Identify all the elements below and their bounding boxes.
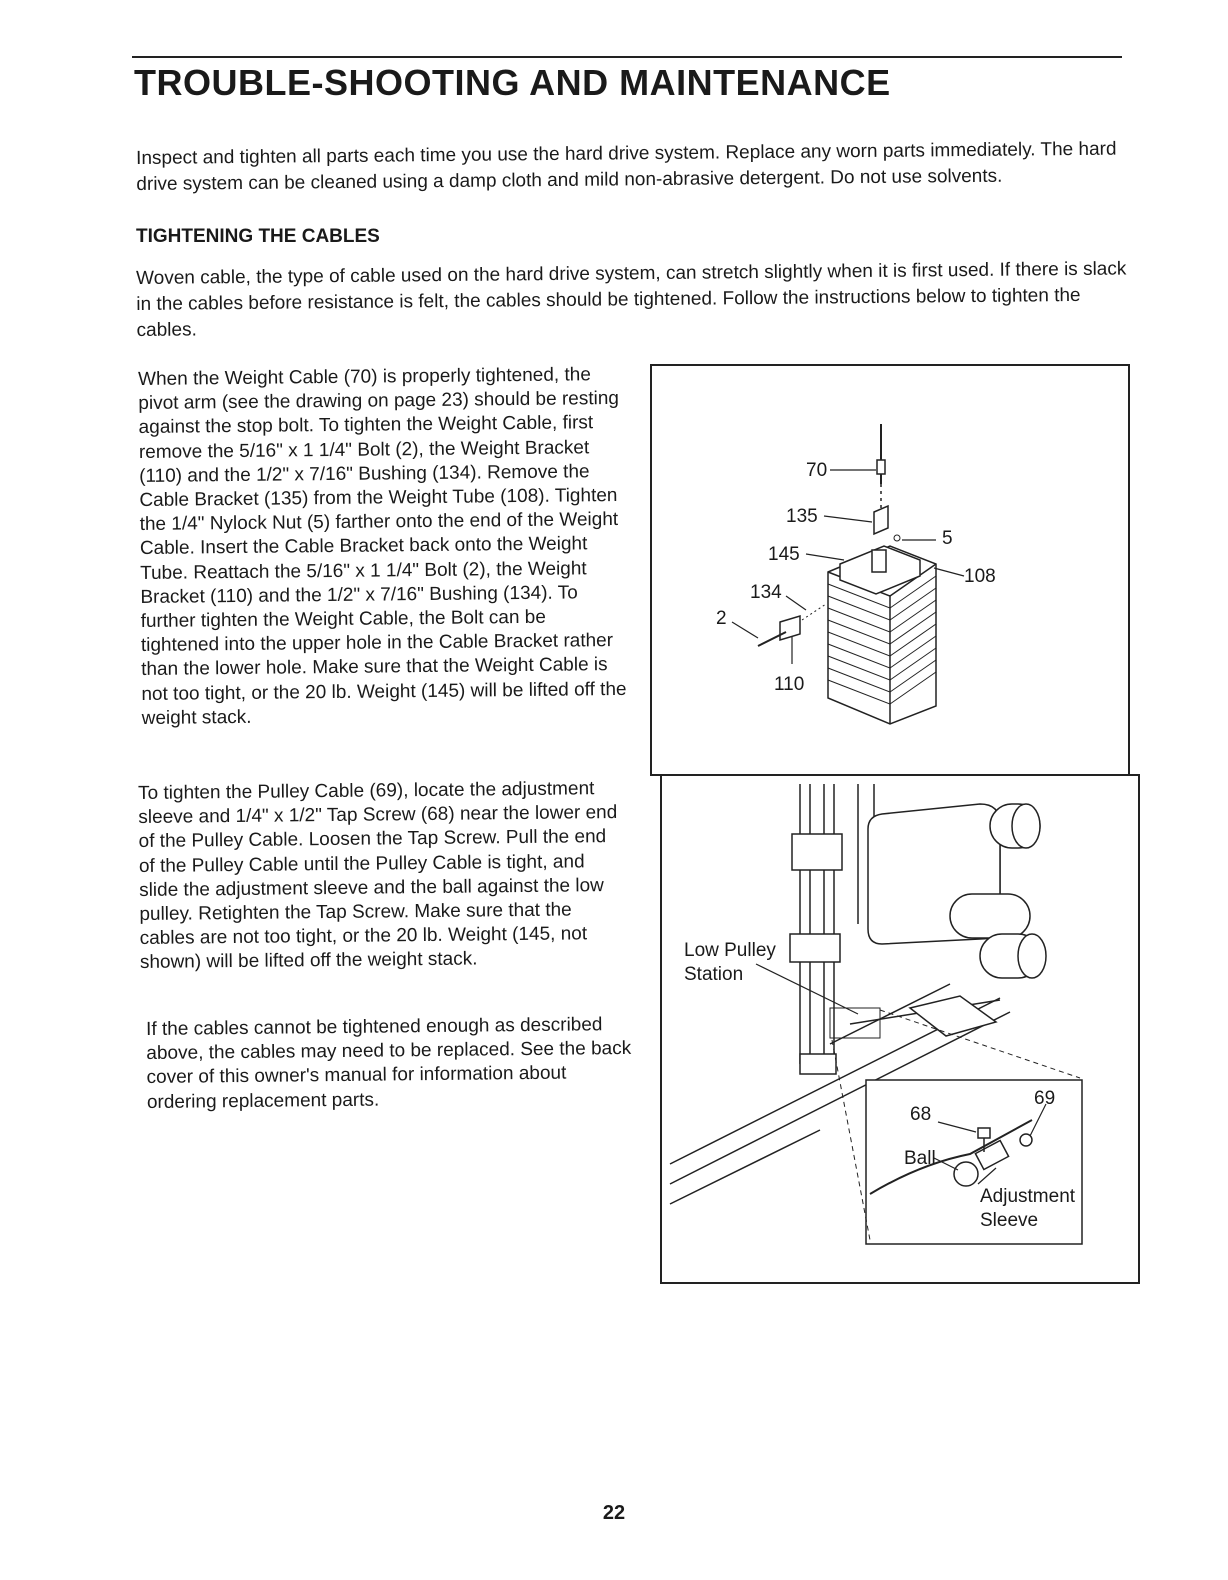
label-70: 70 (806, 460, 828, 481)
label-2: 2 (716, 608, 727, 629)
label-135: 135 (786, 506, 818, 527)
label-sleeve: Sleeve (980, 1210, 1039, 1231)
weight-bracket-shape (780, 616, 800, 640)
intro-paragraph: Inspect and tighten all parts each time you use the hard drive system. Replace any worn parts immediately. The hard drive system can be cleaned using a damp cloth and mild non-abrasive detergent. Do not use solvents. (136, 138, 1117, 195)
label-adjustment: Adjustment (980, 1186, 1076, 1207)
page-number: 22 (602, 1502, 626, 1524)
label-134: 134 (750, 582, 782, 603)
page-title: TROUBLE-SHOOTING AND MAINTENANCE (134, 62, 891, 103)
detail-dash-2 (832, 1040, 870, 1240)
label-145: 145 (768, 544, 800, 565)
nylock-nut-shape (894, 535, 900, 541)
bracket-dashes (802, 604, 826, 620)
weight-cable-paragraph: When the Weight Cable (70) is properly tightened, the pivot arm (see the drawing on page 23) should be resting against the stop bolt. To tighten the Weight Cable, first remove the 5/16" x 1 1/4" Bolt (2), the Weight Bracket (110) and the 1/2" x 7/16" Bushing (134). Remove the Cable Bracket (135) from the Weight Tube (108). Tighten the 1/4" Nylock Nut (5) farther onto the end of the Weight Cable. Insert the Cable Bracket back onto the Weight Tube. Reattach the 5/16" x 1 1/4" Bolt (2), the Weight Bracket (110) and the 1/2" x 7/16" Bushing (134). To further tighten the Weight Cable, the Bolt can be tightened into the upper hole in the Cable Bracket rather than the lower hole. Make sure that the Weight Cable is not too tight, or the 20 lb. Weight (145) will be lifted off the weight stack. (138, 364, 627, 729)
section-intro-paragraph: Woven cable, the type of cable used on the hard drive system, can stretch slightly when it is first used. If there is slack in the cables before resistance is felt, the cables should be tightened. Follow the instructions below to tighten the cables. (136, 258, 1127, 341)
low-pulley-figure (660, 774, 1140, 1286)
replace-cables-paragraph: If the cables cannot be tightened enough as described above, the cables may need to be replaced. See the back cover of this owner's manual for information about ordering replacement parts. (146, 1014, 632, 1113)
pulley-cable-paragraph: To tighten the Pulley Cable (69), locate the adjustment sleeve and 1/4" x 1/2" Tap Screw (68) near the lower end of the Pulley Cable. Loosen the Tap Screw. Pull the end of the Pulley Cable until the Pulley Cable is tight, and slide the adjustment sleeve and the ball against the low pulley. Retighten the Tap Screw. Make sure that the cables are not too tight, or the 20 lb. Weight (145, not shown) will be lifted off the weight stack. (138, 778, 618, 974)
label-68: 68 (910, 1104, 932, 1125)
label-5: 5 (942, 528, 953, 549)
label-69: 69 (1034, 1088, 1056, 1109)
weight-stack-figure (650, 364, 1130, 778)
title-rule (132, 56, 1122, 58)
tap-screw-head (978, 1128, 990, 1138)
cable-end (877, 460, 885, 474)
label-station: Station (684, 964, 744, 985)
label-108: 108 (964, 566, 996, 587)
label-110: 110 (774, 674, 805, 695)
section-heading: TIGHTENING THE CABLES (136, 226, 380, 247)
weight-tube-shape (872, 550, 886, 572)
ball-shape (954, 1162, 978, 1186)
label-ball: Ball (904, 1148, 936, 1169)
label-low-pulley: Low Pulley (684, 940, 776, 961)
cable-bracket-shape (874, 506, 888, 534)
